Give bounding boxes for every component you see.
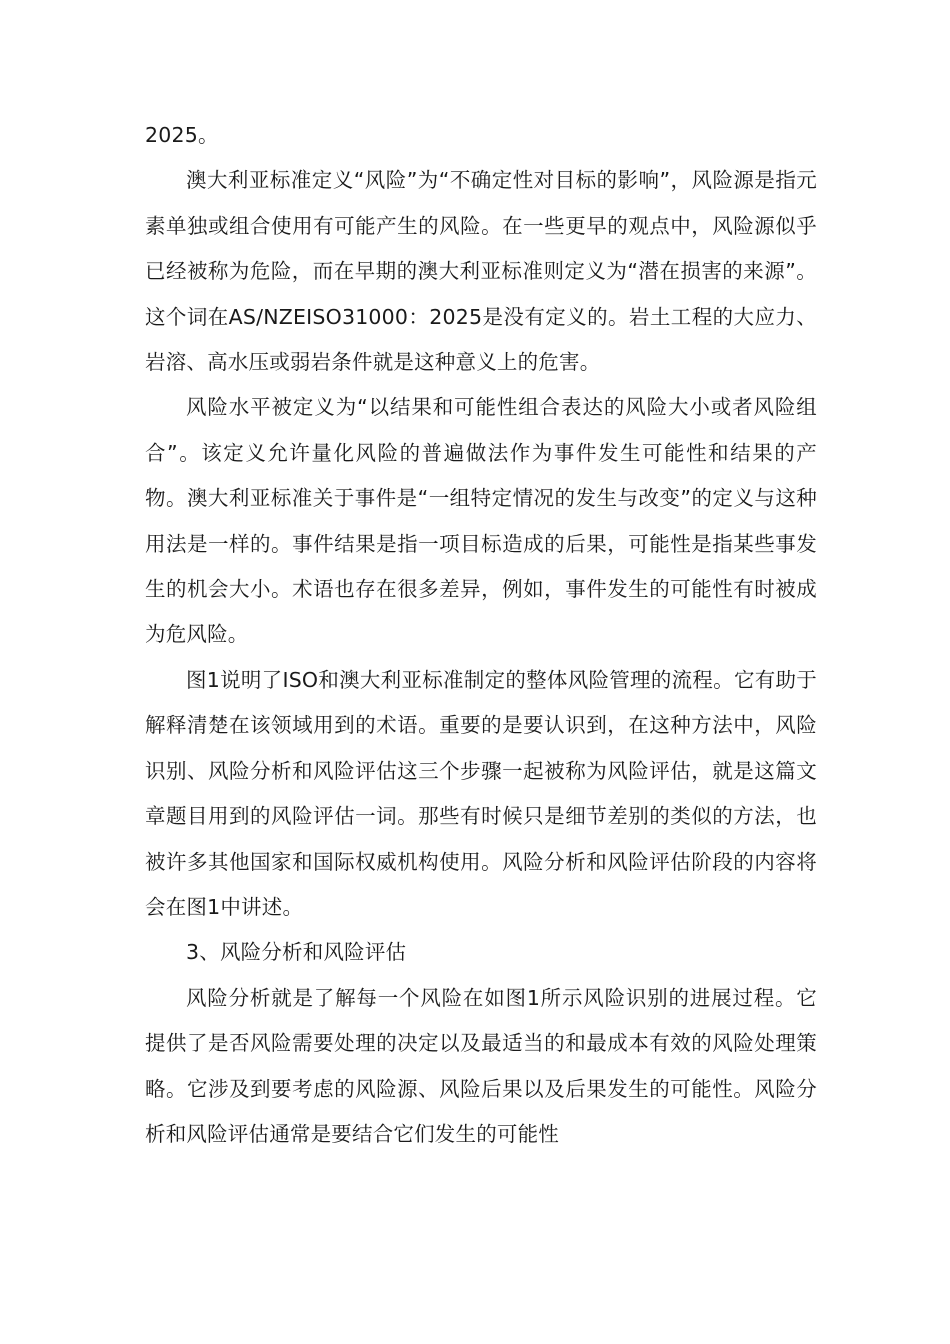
document-body	[145, 113, 817, 1157]
paragraph-year-continuation: 2025。	[145, 123, 219, 147]
paragraph-figure-explanation: 图1说明了ISO和澳大利亚标准制定的整体风险管理的流程。它有助于解释清楚在该领域用到的术语。重要的是要认识到，在这种方法中，风险识别、风险分析和风险评估这三个步骤一起被称为风险评估，就是这篇文章题目用到的风险评估一词。那些有时候只是细节差别的类似的方法，也被许多其他国家和国际权威机构使用。风险分析和风险评估阶段的内容将会在图1中讲述。	[145, 667, 817, 919]
section-heading: 3、风险分析和风险评估	[186, 940, 407, 965]
paragraph-risk-level: 风险水平被定义为“以结果和可能性组合表达的风险大小或者风险组合”。该定义允许量化风险的普遍做法作为事件发生可能性和结果的产物。澳大利亚标准关于事件是“一组特定情况的发生与改变”的定义与这种用法是一样的。事件结果是指一项目标造成的后果，可能性是指某些事发生的机会大小。术语也存在很多差异，例如，事件发生的可能性有时被成为危风险。	[145, 395, 817, 647]
paragraph-risk-analysis: 风险分析就是了解每一个风险在如图1所示风险识别的进展过程。它提供了是否风险需要处理的决定以及最适当的和最成本有效的风险处理策略。它涉及到要考虑的风险源、风险后果以及后果发生的可能性。风险分析和风险评估通常是要结合它们发生的可能性	[145, 985, 817, 1146]
paragraph-risk-definition: 澳大利亚标准定义“风险”为“不确定性对目标的影响”，风险源是指元素单独或组合使用有可能产生的风险。在一些更早的观点中，风险源似乎已经被称为危险，而在早期的澳大利亚标准则定义为“潜在损害的来源”。这个词在AS/NZEISO31000：2025是没有定义的。岩土工程的大应力、岩溶、高水压或弱岩条件就是这种意义上的危害。	[145, 168, 817, 375]
